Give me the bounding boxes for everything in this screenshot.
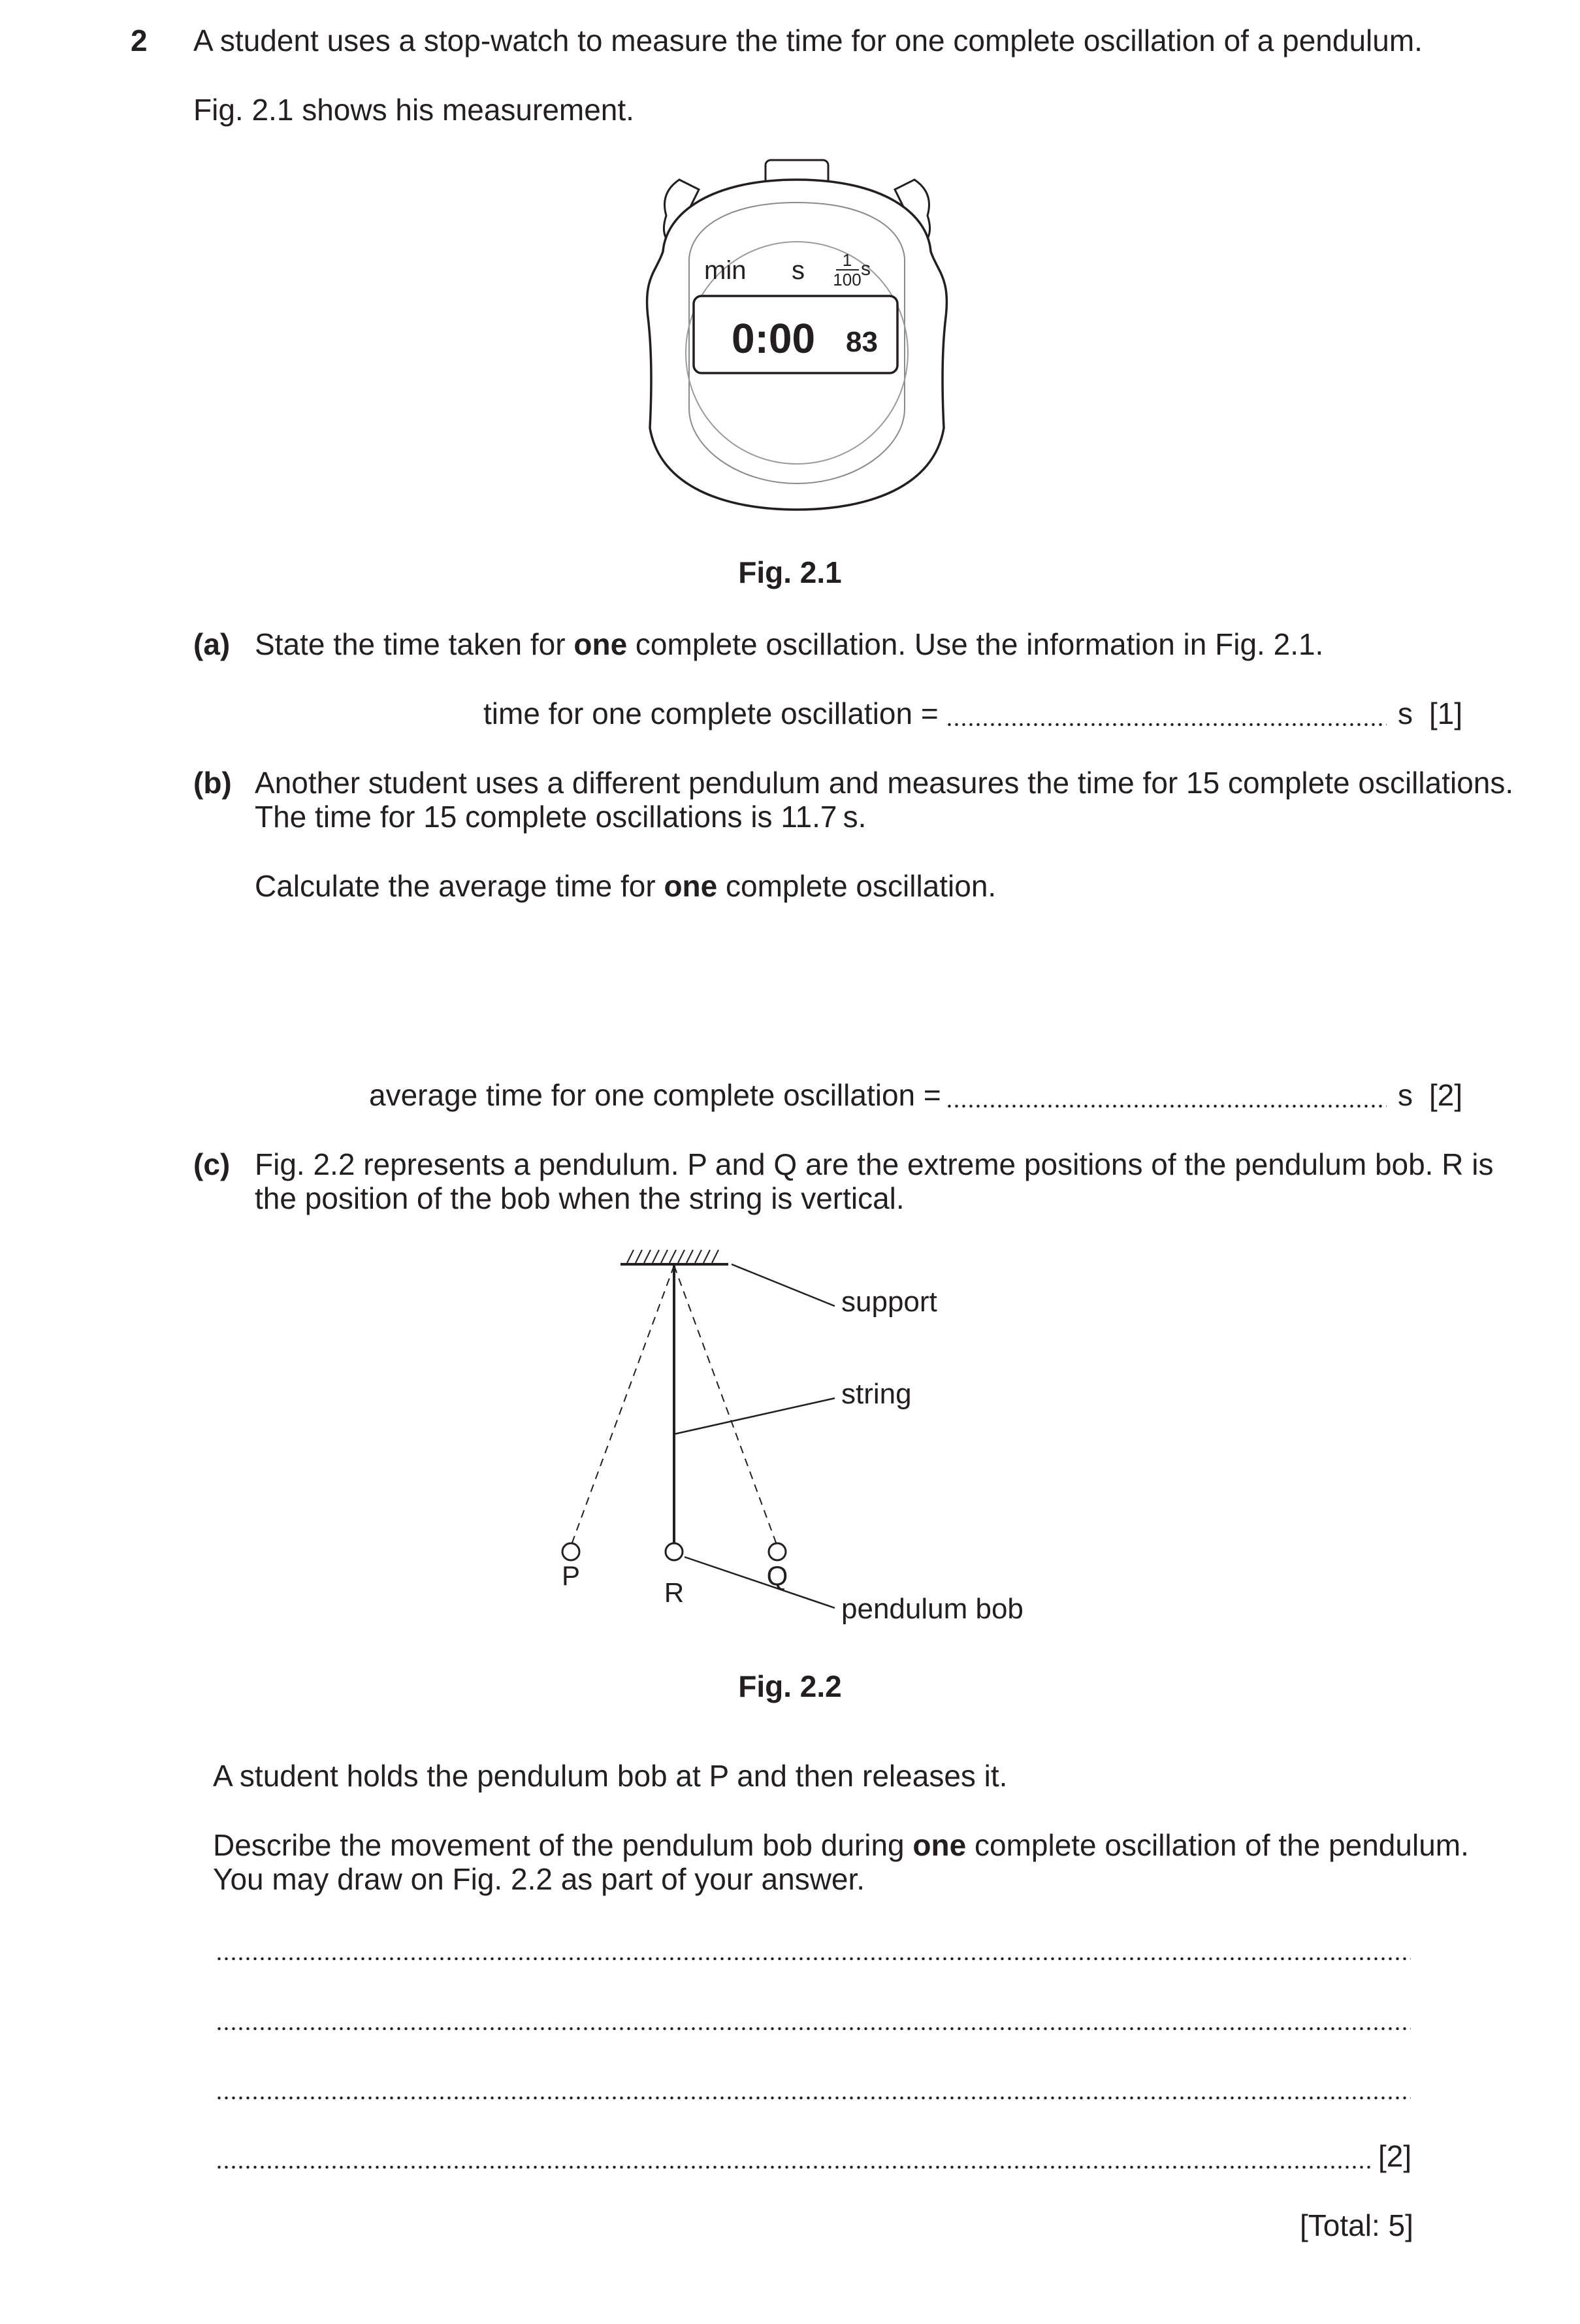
fig2-caption: Fig. 2.2 bbox=[738, 1669, 842, 1703]
reading-hundredths: 83 bbox=[846, 326, 878, 358]
part-c-describe-post: complete oscillation of the pendulum. bbox=[966, 1828, 1469, 1862]
label-support: support bbox=[841, 1286, 937, 1318]
string-to-p bbox=[572, 1266, 674, 1543]
part-a-text-bold: one bbox=[573, 627, 628, 661]
part-b-answer-label: average time for one complete oscillation = bbox=[369, 1078, 941, 1112]
question-number: 2 bbox=[131, 24, 148, 57]
part-b-calc bbox=[255, 869, 996, 904]
part-c-describe-pre: Describe the movement of the pendulum bob during bbox=[213, 1828, 913, 1862]
unit-fraction-numerator: 1 bbox=[842, 250, 852, 270]
part-c-line2: the position of the bob when the string is vertical. bbox=[255, 1181, 905, 1215]
fig-intro-text: Fig. 2.1 shows his measurement. bbox=[193, 93, 634, 127]
part-c-describe bbox=[213, 1828, 1469, 1863]
unit-fraction-denominator: 100 bbox=[833, 270, 862, 289]
part-c-describe-line2: You may draw on Fig. 2.2 as part of your answer. bbox=[213, 1862, 865, 1896]
part-b-calc-pre: Calculate the average time for bbox=[255, 869, 664, 903]
part-a-label: (a) bbox=[193, 627, 231, 661]
bob-q bbox=[769, 1543, 786, 1560]
part-b-label: (b) bbox=[193, 766, 232, 800]
part-c-label: (c) bbox=[193, 1147, 231, 1181]
total-marks: [Total: 5] bbox=[1300, 2208, 1413, 2242]
part-a-unit: s bbox=[1398, 696, 1413, 730]
support-leader bbox=[732, 1264, 835, 1306]
part-b-line1: Another student uses a different pendulum and measures the time for 15 complete oscillations. bbox=[255, 766, 1514, 800]
part-c-describe-bold: one bbox=[912, 1828, 967, 1862]
label-p: P bbox=[561, 1560, 581, 1591]
part-b-line2: The time for 15 complete oscillations is 11.7 s. bbox=[255, 800, 867, 834]
bob-leader bbox=[685, 1557, 835, 1608]
reading-main: 0:00 bbox=[732, 315, 816, 362]
string-leader bbox=[674, 1398, 835, 1434]
label-q: Q bbox=[766, 1560, 788, 1591]
part-b-answer-line[interactable] bbox=[946, 1078, 1387, 1108]
part-c-holds: A student holds the pendulum bob at P and then releases it. bbox=[213, 1759, 1008, 1793]
part-b-calc-post: complete oscillation. bbox=[717, 869, 997, 903]
label-string: string bbox=[841, 1378, 912, 1410]
unit-min-label: min bbox=[704, 256, 747, 285]
answer-line-3[interactable] bbox=[216, 2070, 1411, 2100]
unit-s-label: s bbox=[792, 256, 805, 285]
part-a-text-pre: State the time taken for bbox=[255, 627, 574, 661]
string-to-q bbox=[674, 1266, 776, 1543]
part-b-calc-bold: one bbox=[664, 869, 718, 903]
stopwatch-figure bbox=[621, 154, 973, 519]
part-c-marks: [2] bbox=[1378, 2139, 1412, 2173]
part-a-answer-label: time for one complete oscillation = bbox=[483, 696, 939, 730]
part-a-answer-line[interactable] bbox=[946, 696, 1387, 727]
part-a-marks: [1] bbox=[1429, 696, 1463, 730]
label-pendulum-bob: pendulum bob bbox=[841, 1593, 1024, 1625]
pendulum-figure bbox=[536, 1238, 1071, 1643]
question-intro: A student uses a stop-watch to measure the time for one complete oscillation of a pendulum. bbox=[193, 24, 1423, 57]
part-a-question bbox=[255, 627, 1323, 662]
bob-p bbox=[562, 1543, 579, 1560]
answer-line-2[interactable] bbox=[216, 2001, 1411, 2031]
part-b-unit: s bbox=[1398, 1078, 1413, 1112]
part-b-marks: [2] bbox=[1429, 1078, 1463, 1112]
part-c-line1: Fig. 2.2 represents a pendulum. P and Q are the extreme positions of the pendulum bob. R is bbox=[255, 1147, 1494, 1181]
answer-line-1[interactable] bbox=[216, 1931, 1411, 1961]
fig1-caption: Fig. 2.1 bbox=[738, 555, 842, 589]
part-a-text-post: complete oscillation. Use the information in Fig. 2.1. bbox=[627, 627, 1324, 661]
bob-r bbox=[666, 1543, 683, 1560]
unit-fraction-s: s bbox=[861, 258, 871, 280]
support-hatching bbox=[627, 1250, 718, 1263]
answer-line-4[interactable] bbox=[216, 2139, 1372, 2169]
label-r: R bbox=[664, 1577, 685, 1608]
